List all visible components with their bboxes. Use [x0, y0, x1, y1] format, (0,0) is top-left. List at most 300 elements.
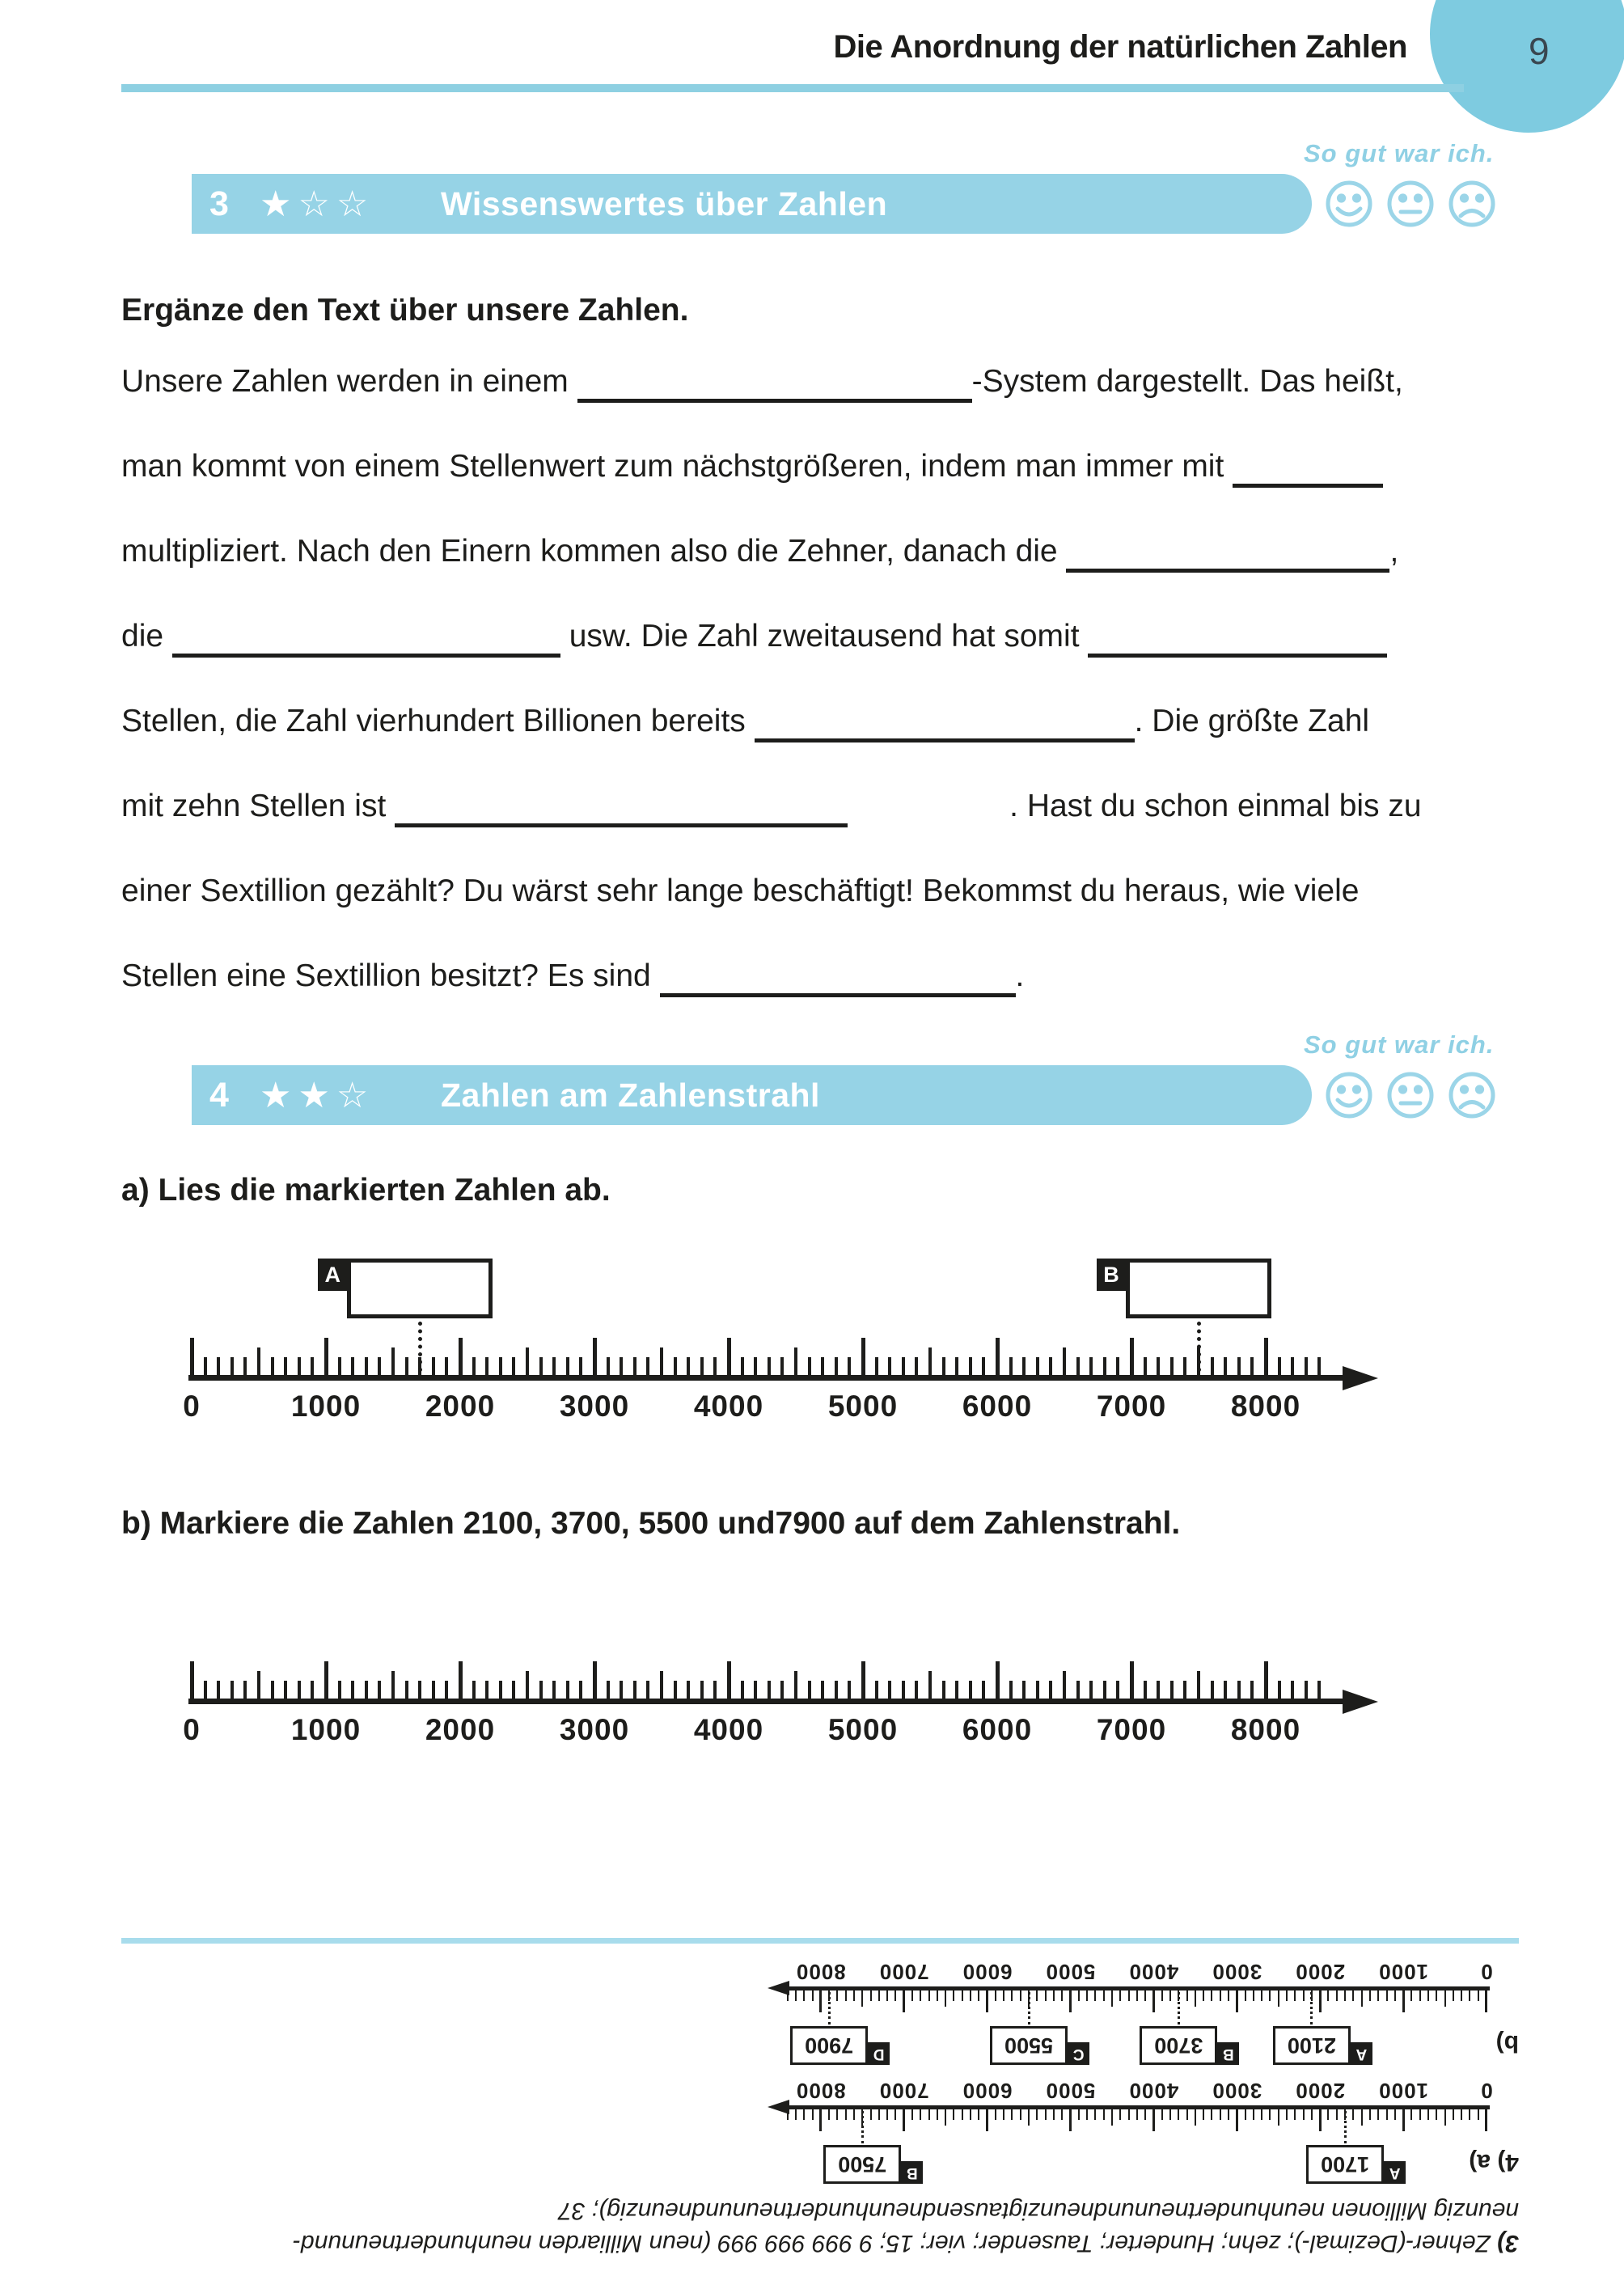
numberline-tick — [512, 1357, 515, 1375]
numberline-tick — [741, 1681, 744, 1699]
numberline-tick — [894, 2109, 896, 2120]
numberline-tick — [338, 1681, 341, 1699]
cloze-blank — [1233, 451, 1383, 488]
numberline-tick — [311, 1681, 314, 1699]
numberline-tick — [1186, 2109, 1188, 2120]
numberline-tick — [700, 1681, 704, 1699]
marker-box: 3700 — [1140, 2026, 1217, 2065]
numberline-tick — [1319, 1991, 1322, 2012]
numberline-tick — [1086, 2109, 1088, 2120]
numberline-tick — [1061, 1991, 1063, 2001]
numberline-tick — [1078, 2109, 1080, 2120]
numberline-tick — [937, 2109, 938, 2120]
marker-letter-tab: D — [868, 2042, 890, 2065]
numberline-tick-label: 5000 — [827, 1390, 899, 1423]
numberline-tick — [902, 1357, 905, 1375]
numberline-tick — [903, 2109, 905, 2131]
numberline-tick — [727, 1661, 731, 1699]
numberline-tick — [1169, 1991, 1171, 2001]
numberline-tick — [674, 1357, 677, 1375]
numberline-tick — [937, 1991, 938, 2001]
numberline-tick-label: 0 — [1480, 2079, 1493, 2103]
numberline-tick — [1103, 1357, 1106, 1375]
numberline-tick — [920, 1991, 921, 2001]
numberline-tick — [620, 1357, 623, 1375]
marker-box: 5500 — [990, 2026, 1068, 2065]
numberline-tick — [970, 2109, 971, 2120]
numberline-tick — [1236, 1991, 1238, 2012]
numberline-tick — [995, 2109, 996, 2120]
numberline-tick — [835, 1357, 838, 1375]
numberline-tick — [780, 1357, 784, 1375]
exercise3-intro: Ergänze den Text über unsere Zahlen. — [121, 293, 689, 328]
numberline-tick — [230, 1681, 234, 1699]
numberline-tick-label: 8000 — [795, 1960, 846, 1984]
numberline-tick — [969, 1681, 972, 1699]
numberline-tick-label: 1000 — [1378, 1960, 1429, 1984]
numberline-tick — [878, 1991, 880, 2001]
numberline-tick — [1394, 2109, 1396, 2120]
smiley-sad-icon — [1447, 1070, 1497, 1120]
numberline-tick — [1245, 2109, 1246, 2120]
numberline-tick — [1453, 1991, 1454, 2001]
numberline-tick — [405, 1357, 408, 1375]
numberline-tick — [1009, 1681, 1013, 1699]
numberline-tick-label: 4000 — [1128, 2079, 1179, 2103]
numberline-tick — [741, 1357, 744, 1375]
cloze-line — [121, 789, 1529, 827]
numberline-tick — [1436, 1991, 1437, 2001]
numberline-tick — [1195, 2109, 1196, 2126]
numberline-tick — [848, 1357, 851, 1375]
numberline-tick — [485, 1681, 488, 1699]
numberline-tick — [1402, 1991, 1405, 2012]
marker-box — [347, 1259, 493, 1318]
numberline-tick — [190, 1661, 194, 1699]
numberline-tick — [257, 1671, 260, 1699]
numberline-tick — [1237, 1357, 1241, 1375]
numberline-tick — [1386, 1991, 1388, 2001]
numberline-tick — [928, 1671, 932, 1699]
numberline-tick — [1291, 1357, 1294, 1375]
numberline-tick — [1237, 1681, 1241, 1699]
numberline-tick — [1144, 2109, 1146, 2120]
numberline-tick — [1061, 2109, 1063, 2120]
numberline-tick-label: 6000 — [962, 1390, 1033, 1423]
marker-dotted-line — [1197, 1322, 1201, 1372]
numberline-tick — [1311, 2109, 1313, 2120]
numberline-tick — [1036, 1681, 1039, 1699]
numberline-tick — [848, 1681, 851, 1699]
numberline-tick — [1022, 1357, 1026, 1375]
cloze-blank — [577, 366, 972, 403]
numberline-tick — [217, 1357, 220, 1375]
numberline-tick — [1103, 1991, 1105, 2001]
numberline-tick — [660, 1671, 663, 1699]
numberline-tick — [539, 1357, 543, 1375]
numberline-tick — [646, 1681, 649, 1699]
numberline-tick — [526, 1347, 529, 1375]
cloze-text-segment: mit zehn Stellen ist — [121, 789, 395, 823]
numberline-tick — [1278, 1357, 1281, 1375]
numberline-tick — [853, 1991, 855, 2001]
numberline-tick — [432, 1681, 435, 1699]
numberline-tick — [1183, 1681, 1186, 1699]
numberline-tick — [1377, 1991, 1379, 2001]
cloze-blank — [660, 961, 1016, 997]
numberline-tick — [1130, 1661, 1134, 1699]
marker-dotted-line — [828, 1992, 831, 2024]
header-rule — [121, 84, 1464, 92]
numberline-tick — [953, 1991, 954, 2001]
numberline-tick — [945, 2109, 946, 2126]
numberline-tick — [1294, 2109, 1296, 2120]
numberline-tick — [861, 1338, 865, 1375]
numberline-tick — [1036, 1991, 1038, 2001]
numberline-tick — [1045, 2109, 1047, 2120]
numberline-tick-label: 2000 — [1295, 2079, 1346, 2103]
numberline-tick-label: 1000 — [290, 1713, 362, 1746]
numberline-tick — [1250, 1357, 1254, 1375]
numberline-tick — [1195, 1991, 1196, 2007]
numberline-tick-label: 3000 — [559, 1390, 630, 1423]
numberline-tick — [1063, 1671, 1066, 1699]
marker-dotted-line — [1028, 1992, 1030, 2024]
exercise4-number: 4 — [209, 1075, 229, 1115]
numberline-tick — [646, 1357, 649, 1375]
numberline-tick — [1119, 2109, 1121, 2120]
numberline-tick — [1089, 1357, 1093, 1375]
cloze-text-segment: Stellen eine Sextillion besitzt? Es sind — [121, 958, 660, 993]
numberline-tick — [459, 1661, 463, 1699]
numberline-tick-label: 6000 — [962, 1960, 1013, 1984]
numberline-tick-label: 5000 — [1045, 2079, 1096, 2103]
numberline-tick — [982, 1681, 985, 1699]
numberline-tick — [1410, 1991, 1412, 2001]
numberline-tick-label: 3000 — [1212, 2079, 1262, 2103]
numberline-tick — [812, 2109, 814, 2120]
numberline-tick — [995, 1991, 996, 2001]
numberline-tick — [1069, 2109, 1072, 2131]
numberline-tick — [499, 1681, 502, 1699]
numberline-tick — [1144, 1681, 1147, 1699]
numberline-tick-label: 4000 — [693, 1713, 764, 1746]
numberline-tick — [660, 1347, 663, 1375]
numberline-tick — [1036, 2109, 1038, 2120]
numberline-tick — [1478, 1991, 1479, 2001]
numberline-tick-label: 3000 — [1212, 1960, 1262, 1984]
numberline-tick — [1228, 1991, 1229, 2001]
numberline-tick — [1444, 2109, 1446, 2126]
marker-letter-tab: B — [901, 2161, 923, 2184]
numberline-tick — [351, 1357, 354, 1375]
numberline-tick — [780, 1681, 784, 1699]
numberline-tick — [1161, 2109, 1163, 2120]
numberline-tick-label: 0 — [183, 1390, 201, 1423]
cloze-blank — [172, 621, 560, 658]
numberline-tick — [1269, 1991, 1271, 2001]
cloze-line — [121, 704, 1529, 742]
solutions-divider-rule — [121, 1938, 1519, 1944]
numberline-tick — [1305, 1681, 1308, 1699]
marker-box: 1700 — [1306, 2145, 1384, 2184]
numberline-tick — [1103, 2109, 1105, 2120]
numberline-tick — [338, 1357, 341, 1375]
numberline-tick — [1053, 2109, 1055, 2120]
numberline-tick — [861, 1991, 863, 2007]
numberline-tick — [1469, 2109, 1470, 2120]
numberline-tick — [700, 1357, 704, 1375]
numberline-tick-label: 4000 — [1128, 1960, 1179, 1984]
numberline-tick — [969, 1357, 972, 1375]
exercise4-part-b-label: b) Markiere die Zahlen 2100, 3700, 5500 und7900 auf dem Zahlenstrahl. — [121, 1506, 1181, 1541]
numberline-tick — [324, 1338, 328, 1375]
numberline-tick — [243, 1357, 247, 1375]
numberline-tick — [1144, 1357, 1147, 1375]
numberline-tick — [768, 1357, 771, 1375]
numberline-tick — [1245, 1991, 1246, 2001]
numberline-tick — [633, 1357, 636, 1375]
numberline-tick — [915, 1681, 918, 1699]
marker-letter-tab: A — [318, 1259, 347, 1291]
numberline-tick — [1336, 1991, 1338, 2001]
numberline-tick-label: 8000 — [1230, 1390, 1301, 1423]
numberline-tick — [1352, 2109, 1354, 2120]
marker-dotted-line — [1344, 2111, 1347, 2143]
smiley-neutral-icon — [1385, 179, 1436, 229]
numberline-tick — [633, 1681, 636, 1699]
numberline-tick — [962, 2109, 963, 2120]
numberline-tick — [324, 1661, 328, 1699]
exercise4-part-a-label: a) Lies die markierten Zahlen ab. — [121, 1173, 611, 1208]
numberline-tick — [1264, 1338, 1268, 1375]
numberline-tick — [978, 2109, 979, 2120]
numberline-tick — [1317, 1681, 1321, 1699]
numberline-tick — [828, 2109, 830, 2120]
numberline-tick — [1203, 1991, 1204, 2001]
numberline-tick — [1089, 1681, 1093, 1699]
numberline-tick — [875, 1681, 878, 1699]
numberline-tick — [886, 1991, 888, 2001]
numberline-tick — [204, 1681, 207, 1699]
numberline-tick — [1386, 2109, 1388, 2120]
numberline-tick — [445, 1681, 448, 1699]
smiley-happy-icon — [1324, 179, 1374, 229]
numberline-tick — [1336, 2109, 1338, 2120]
numberline-tick — [1049, 1681, 1052, 1699]
numberline-tick — [1020, 2109, 1021, 2120]
numberline-tick — [1186, 1991, 1188, 2001]
numberline-tick — [795, 2109, 797, 2120]
numberline-tick — [1152, 1991, 1155, 2012]
numberline-tick — [1250, 1681, 1254, 1699]
numberline-tick — [835, 1681, 838, 1699]
numberline-tick — [1369, 1991, 1371, 2001]
numberline-tick — [1303, 1991, 1305, 2001]
numberline-tick — [1261, 1991, 1262, 2001]
numberline-tick — [418, 1681, 421, 1699]
numberline-tick — [1178, 2109, 1179, 2120]
cloze-text-segment: . Hast du schon einmal bis zu — [1009, 789, 1422, 823]
numberline-tick — [579, 1681, 582, 1699]
marker-dotted-line — [1178, 1992, 1180, 2024]
numberline-tick-label: 0 — [183, 1713, 201, 1746]
cloze-line — [121, 364, 1529, 403]
numberline-tick — [1028, 2109, 1030, 2126]
numberline-tick — [1419, 1991, 1421, 2001]
numberline-tick — [1086, 1991, 1088, 2001]
cloze-blank — [395, 791, 848, 827]
numberline-tick — [1063, 1347, 1066, 1375]
numberline-ruler — [188, 1375, 1348, 1381]
marker-dotted-line — [418, 1322, 422, 1372]
numberline-tick — [870, 1991, 872, 2001]
numberline-tick — [472, 1681, 476, 1699]
numberline-tick — [920, 2109, 921, 2120]
numberline-tick — [1486, 1991, 1488, 2012]
numberline-tick-label: 1000 — [1378, 2079, 1429, 2103]
cloze-line — [121, 619, 1529, 658]
numberline-tick — [607, 1357, 610, 1375]
numberline-tick — [1011, 2109, 1013, 2120]
numberline-tick — [962, 1991, 963, 2001]
numberline-tick — [1116, 1681, 1119, 1699]
numberline-tick — [819, 2109, 822, 2131]
cloze-text-segment: multipliziert. Nach den Einern kommen also die Zehner, danach die — [121, 534, 1067, 569]
numberline-tick — [1211, 1357, 1214, 1375]
numberline-tick — [284, 1681, 287, 1699]
numberline-tick — [1286, 2109, 1288, 2120]
numberline-tick — [1049, 1357, 1052, 1375]
exercise3-banner — [192, 174, 1312, 234]
numberline-tick — [566, 1357, 569, 1375]
numberline-tick — [928, 2109, 930, 2120]
numberline-arrow-icon — [1343, 1366, 1378, 1390]
numberline-tick — [405, 1681, 408, 1699]
numberline-tick — [996, 1338, 1000, 1375]
exercise3-title: Wissenswertes über Zahlen — [441, 184, 888, 222]
numberline-tick — [1220, 1991, 1221, 2001]
cloze-line — [121, 958, 1529, 997]
marker-box: 7500 — [823, 2145, 901, 2184]
numberline-tick — [853, 2109, 855, 2120]
smiley-rating-row — [1324, 1070, 1497, 1120]
cloze-text-segment: Unsere Zahlen werden in einem — [121, 364, 577, 399]
numberline-tick — [1170, 1357, 1174, 1375]
numberline-tick — [1220, 2109, 1221, 2120]
numberline-tick — [1003, 2109, 1004, 2120]
numberline-tick — [351, 1681, 354, 1699]
cloze-gap — [848, 795, 1009, 827]
numberline-tick — [1369, 2109, 1371, 2120]
numberline-tick — [1269, 2109, 1271, 2120]
numberline-tick — [472, 1357, 476, 1375]
numberline-tick — [230, 1357, 234, 1375]
cloze-text-segment: -System dargestellt. Das heißt, — [971, 364, 1403, 399]
numberline-tick — [803, 1991, 805, 2001]
numberline-tick-label: 1000 — [290, 1390, 362, 1423]
numberline-tick — [1169, 2109, 1171, 2120]
numberline-tick — [768, 1681, 771, 1699]
numberline-tick — [1294, 1991, 1296, 2001]
solution-ex3-line2: neunzig Millionen neunhundertneunundneunzigtausendneunhundertneunundneunzig); 37 — [558, 2198, 1519, 2224]
numberline-tick — [298, 1681, 301, 1699]
solution-ex3-prefix: 3) — [1497, 2230, 1519, 2257]
numberline-tick — [311, 1357, 314, 1375]
numberline-tick — [1011, 1991, 1013, 2001]
cloze-blank — [755, 706, 1135, 742]
numberline-tick — [1224, 1681, 1227, 1699]
numberline-tick — [1261, 2109, 1262, 2120]
numberline-tick — [1486, 2109, 1488, 2131]
numberline-tick-label: 8000 — [795, 2079, 846, 2103]
exercise4-banner — [192, 1065, 1312, 1125]
numberline-tick — [1377, 2109, 1379, 2120]
numberline-tick — [953, 2109, 954, 2120]
numberline-tick — [1136, 1991, 1138, 2001]
numberline-tick — [787, 2109, 789, 2120]
rating-label: So gut war ich. — [1304, 1030, 1495, 1059]
numberline-tick — [1069, 1991, 1072, 2012]
exercise3-difficulty-stars: ★☆☆ — [260, 184, 375, 224]
marker-letter-tab: C — [1068, 2042, 1089, 2065]
numberline-tick — [1328, 2109, 1330, 2120]
numberline-tick — [1078, 1991, 1080, 2001]
numberline-tick — [915, 1357, 918, 1375]
marker-letter-tab: B — [1097, 1259, 1126, 1291]
numberline-tick-label: 3000 — [559, 1713, 630, 1746]
numberline-tick — [821, 1357, 824, 1375]
numberline-tick — [499, 1357, 502, 1375]
numberline-arrow-icon — [1343, 1690, 1378, 1714]
numberline-tick — [257, 1347, 260, 1375]
smiley-neutral-icon — [1385, 1070, 1436, 1120]
numberline-tick — [1022, 1681, 1026, 1699]
numberline-tick — [1203, 2109, 1204, 2120]
numberline-tick — [620, 1681, 623, 1699]
numberline-tick — [579, 1357, 582, 1375]
numberline-ruler — [786, 2105, 1490, 2109]
cloze-text-segment: , — [1389, 534, 1399, 569]
numberline-tick — [903, 1991, 905, 2012]
numberline-tick — [1111, 1991, 1113, 2007]
numberline-tick — [928, 1347, 932, 1375]
numberline-tick-label: 6000 — [962, 1713, 1033, 1746]
numberline-tick — [1228, 2109, 1229, 2120]
numberline-tick — [1128, 2109, 1130, 2120]
solutions-block-rotated — [293, 1957, 1519, 2258]
numberline-tick — [808, 1357, 811, 1375]
numberline-tick — [1094, 2109, 1096, 2120]
numberline-tick — [754, 1357, 757, 1375]
numberline-tick — [378, 1681, 381, 1699]
numberline-tick — [298, 1357, 301, 1375]
numberline-tick — [888, 1681, 891, 1699]
numberline-tick — [459, 1338, 463, 1375]
numberline-tick — [1130, 1338, 1134, 1375]
numberline-tick-label: 2000 — [425, 1713, 496, 1746]
numberline-tick — [1278, 1681, 1281, 1699]
numberline-tick — [1352, 1991, 1354, 2001]
numberline-tick — [819, 1991, 822, 2012]
numberline-tick — [1197, 1671, 1200, 1699]
numberline-tick — [432, 1357, 435, 1375]
numberline-tick — [928, 1991, 930, 2001]
numberline-tick — [1094, 1991, 1096, 2001]
numberline-tick — [1157, 1357, 1160, 1375]
numberline-tick — [512, 1681, 515, 1699]
numberline-tick — [1036, 1357, 1039, 1375]
